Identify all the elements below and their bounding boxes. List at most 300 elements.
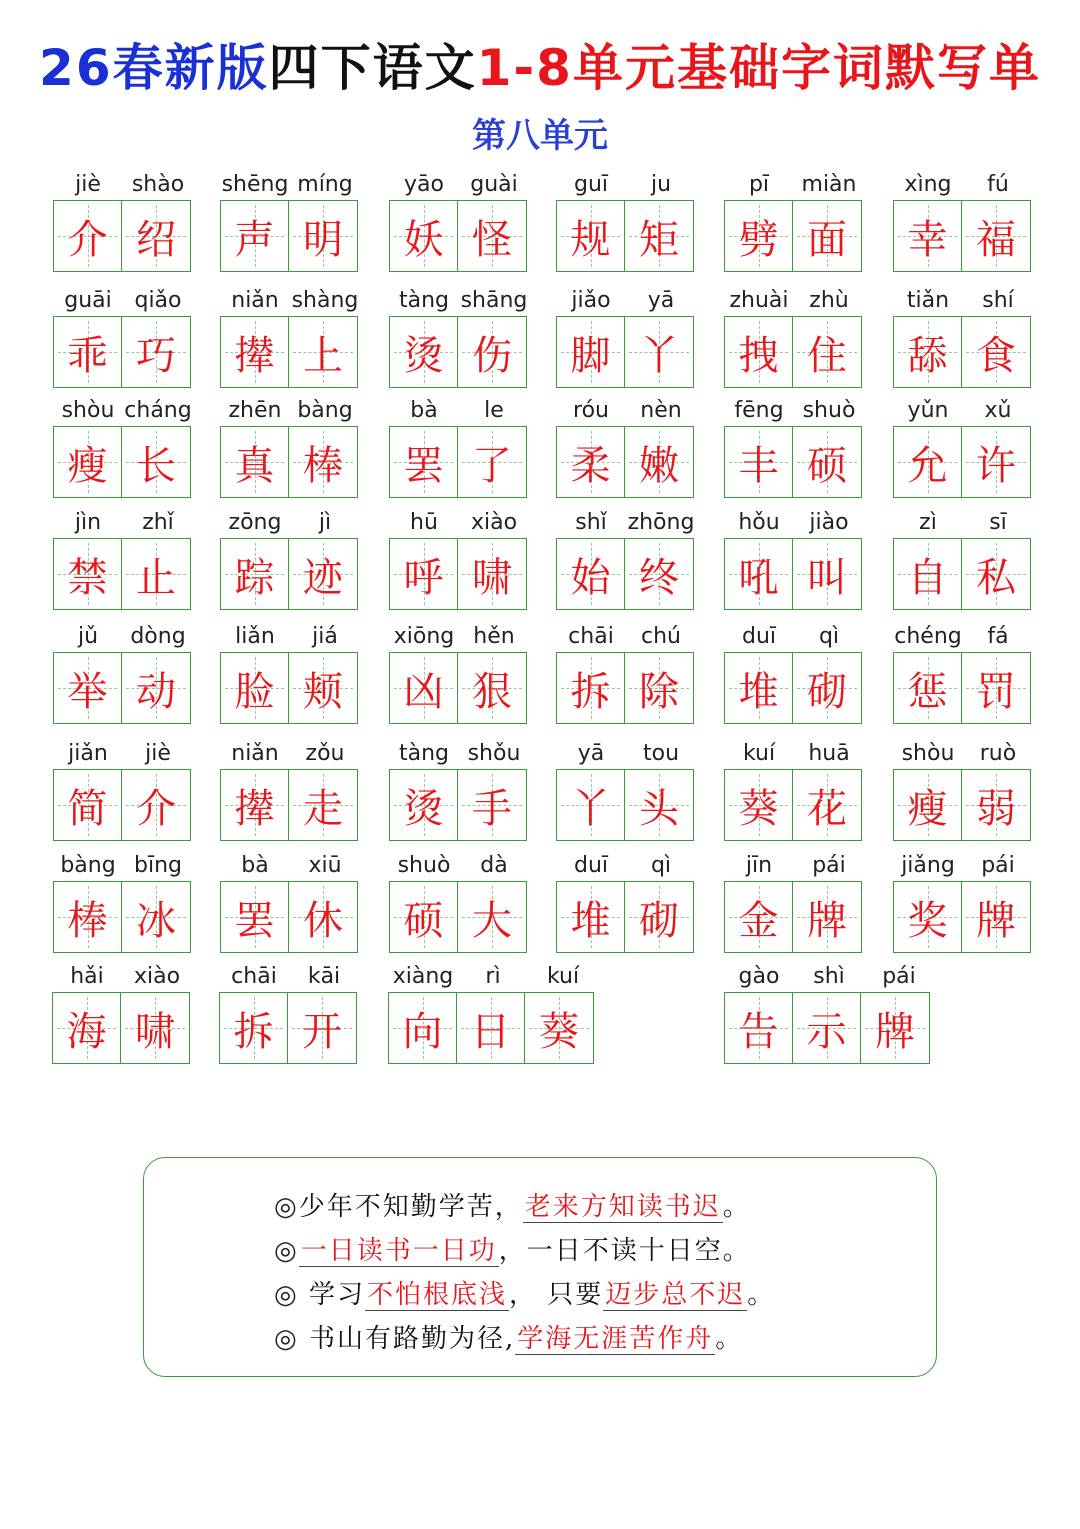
tianzige-boxes	[389, 538, 527, 610]
character-cell	[458, 882, 526, 952]
pinyin-label: niǎn	[231, 741, 279, 766]
character: 砌	[639, 897, 679, 944]
character: 罚	[976, 668, 1016, 715]
tianzige-boxes	[220, 538, 358, 610]
character: 奖	[907, 897, 948, 944]
pinyin-label: zōng	[228, 510, 282, 535]
character: 了	[472, 442, 512, 489]
character-cell	[793, 770, 861, 840]
character-cell	[122, 882, 190, 952]
pinyin-label: xiào	[133, 964, 181, 989]
pinyin-label: rì	[485, 964, 501, 989]
pinyin-label: xiàng	[392, 964, 454, 989]
pinyin-label: bàng	[60, 853, 116, 878]
character-cell	[962, 653, 1030, 723]
pinyin-label: jìn	[74, 510, 102, 535]
tianzige-boxes	[893, 426, 1031, 498]
pinyin-label: shòu	[61, 398, 115, 423]
tianzige-boxes	[53, 652, 191, 724]
tianzige-boxes	[893, 316, 1031, 388]
pinyin-label: bīng	[134, 853, 182, 878]
pinyin-label: fá	[987, 624, 1009, 649]
tianzige-boxes	[724, 769, 862, 841]
pinyin-label: cháng	[124, 398, 192, 423]
character-cell	[525, 993, 593, 1063]
pinyin-label: fēng	[734, 398, 784, 423]
pinyin-label: guāi	[64, 288, 112, 313]
tianzige-boxes	[893, 881, 1031, 953]
pinyin-label: niǎn	[231, 288, 279, 313]
pinyin-label: xǔ	[984, 398, 1012, 423]
character: 日	[470, 1008, 511, 1055]
character: 拆	[570, 668, 611, 715]
character-cell	[557, 201, 625, 271]
tianzige-boxes	[220, 426, 358, 498]
character: 幸	[907, 216, 948, 263]
character-cell	[557, 770, 625, 840]
bullet-mark: ◎	[274, 1324, 299, 1354]
pinyin-label: zhuài	[729, 288, 789, 313]
character-cell	[725, 770, 793, 840]
character: 除	[639, 668, 679, 715]
pinyin-label: bà	[241, 853, 269, 878]
character: 罢	[234, 897, 275, 944]
character-cell	[725, 201, 793, 271]
bullet-mark: ◎	[274, 1192, 299, 1222]
character-cell	[458, 317, 526, 387]
pinyin-label: kāi	[307, 964, 341, 989]
pinyin-label: ju	[650, 172, 672, 197]
pinyin-label: pái	[882, 964, 916, 989]
character: 走	[303, 785, 343, 832]
character-cell	[625, 882, 693, 952]
character: 舔	[907, 332, 948, 379]
tianzige-boxes	[556, 316, 694, 388]
tianzige-boxes	[724, 992, 930, 1064]
character-cell	[557, 427, 625, 497]
character-cell	[793, 201, 861, 271]
character: 开	[302, 1008, 342, 1055]
character-cell	[289, 317, 357, 387]
character-cell	[54, 882, 122, 952]
character-cell	[557, 882, 625, 952]
pinyin-label: pái	[812, 853, 846, 878]
character-cell	[390, 653, 458, 723]
pinyin-label: jīn	[745, 853, 773, 878]
character: 拆	[233, 1008, 274, 1055]
character: 罢	[403, 442, 444, 489]
character: 丰	[738, 442, 779, 489]
character-cell	[625, 317, 693, 387]
tianzige-boxes	[220, 769, 358, 841]
character-cell	[54, 317, 122, 387]
character-cell	[894, 317, 962, 387]
character: 瘦	[67, 442, 108, 489]
pinyin-label: shǐ	[575, 510, 607, 535]
character: 手	[472, 785, 512, 832]
proverb-answer: 学海无涯苦作舟	[517, 1324, 714, 1354]
character-cell	[122, 317, 190, 387]
tianzige-boxes	[53, 881, 191, 953]
tianzige-boxes	[724, 652, 862, 724]
proverb-answer: 迈步总不迟	[605, 1280, 746, 1310]
character: 撵	[234, 785, 275, 832]
tianzige-boxes	[220, 200, 358, 272]
tianzige-boxes	[220, 881, 358, 953]
tianzige-boxes	[388, 992, 594, 1064]
character: 丫	[639, 332, 679, 379]
character-cell	[121, 993, 189, 1063]
tianzige-boxes	[389, 200, 527, 272]
pinyin-label: shào	[131, 172, 185, 197]
character: 牌	[807, 897, 847, 944]
tianzige-boxes	[219, 992, 357, 1064]
character: 私	[976, 554, 1016, 601]
character: 花	[807, 785, 847, 832]
character: 长	[136, 442, 176, 489]
character: 脸	[234, 668, 275, 715]
character-cell	[289, 882, 357, 952]
character-cell	[289, 770, 357, 840]
character-cell	[221, 427, 289, 497]
character-cell	[390, 882, 458, 952]
tianzige-boxes	[556, 881, 694, 953]
character-cell	[458, 770, 526, 840]
character: 弱	[976, 785, 1016, 832]
character-cell	[390, 427, 458, 497]
proverb-line	[274, 1274, 775, 1311]
pinyin-label: jì	[318, 510, 332, 535]
character-cell	[894, 539, 962, 609]
character-cell	[962, 882, 1030, 952]
character: 福	[976, 216, 1016, 263]
pinyin-label: chú	[641, 624, 681, 649]
character: 嫩	[639, 442, 679, 489]
pinyin-label: shuò	[397, 853, 451, 878]
character: 举	[67, 668, 108, 715]
character-cell	[289, 201, 357, 271]
pinyin-label: zhōng	[627, 510, 695, 535]
proverb-text: 学习	[298, 1280, 365, 1310]
tianzige-boxes	[556, 538, 694, 610]
character: 瘦	[907, 785, 948, 832]
pinyin-label: le	[484, 398, 504, 423]
proverb-text: 。	[722, 1192, 751, 1222]
pinyin-label: gào	[738, 964, 780, 989]
tianzige-boxes	[893, 769, 1031, 841]
pinyin-label: shòu	[901, 741, 955, 766]
character: 凶	[403, 668, 444, 715]
character: 啸	[135, 1008, 175, 1055]
pinyin-label: yǔn	[907, 398, 949, 423]
character: 呼	[403, 554, 444, 601]
proverb-text: ， 只要	[508, 1280, 604, 1310]
character: 吼	[738, 554, 779, 601]
character-cell	[390, 317, 458, 387]
title-part-red: 1-8单元基础字词默写单	[476, 39, 1041, 97]
character-cell	[288, 993, 356, 1063]
tianzige-boxes	[724, 881, 862, 953]
pinyin-label: duī	[741, 624, 777, 649]
tianzige-boxes	[724, 426, 862, 498]
proverb-box	[143, 1157, 937, 1377]
character: 怪	[472, 216, 512, 263]
pinyin-label: bà	[410, 398, 438, 423]
character-cell	[725, 539, 793, 609]
tianzige-boxes	[53, 200, 191, 272]
character: 牌	[976, 897, 1016, 944]
pinyin-label: qì	[818, 624, 840, 649]
pinyin-label: kuí	[546, 964, 580, 989]
pinyin-label: jǔ	[77, 624, 99, 649]
character-cell	[962, 770, 1030, 840]
character: 大	[472, 897, 512, 944]
character-cell	[220, 993, 288, 1063]
character-cell	[221, 201, 289, 271]
page-subtitle: 第八单元	[472, 116, 608, 156]
tianzige-boxes	[52, 992, 190, 1064]
pinyin-label: yāo	[404, 172, 444, 197]
character: 叫	[807, 554, 847, 601]
tianzige-boxes	[53, 538, 191, 610]
character: 颊	[303, 668, 343, 715]
tianzige-boxes	[556, 769, 694, 841]
pinyin-label: duī	[573, 853, 609, 878]
character-cell	[894, 770, 962, 840]
character: 拽	[738, 332, 779, 379]
pinyin-label: shì	[813, 964, 845, 989]
pinyin-label: guài	[470, 172, 518, 197]
pinyin-label: xìng	[904, 172, 952, 197]
pinyin-label: jiǎn	[68, 741, 108, 766]
pinyin-label: tàng	[398, 288, 449, 313]
character-cell	[962, 539, 1030, 609]
character: 狠	[472, 668, 512, 715]
pinyin-label: dà	[480, 853, 508, 878]
character-cell	[625, 427, 693, 497]
proverb-text: 。	[715, 1324, 744, 1354]
proverb-text: 。	[747, 1280, 776, 1310]
character-cell	[389, 993, 457, 1063]
tianzige-boxes	[724, 538, 862, 610]
character: 撵	[234, 332, 275, 379]
pinyin-label: shēng	[221, 172, 289, 197]
character: 许	[976, 442, 1016, 489]
character-cell	[725, 993, 793, 1063]
character-cell	[390, 770, 458, 840]
character-cell	[557, 653, 625, 723]
pinyin-label: sī	[989, 510, 1007, 535]
proverb-answer: 老来方知读书迟	[524, 1192, 721, 1222]
character-cell	[457, 993, 525, 1063]
character: 止	[136, 554, 176, 601]
character-cell	[962, 317, 1030, 387]
pinyin-label: róu	[573, 398, 609, 423]
pinyin-label: zǒu	[305, 741, 345, 766]
pinyin-label: xiōng	[393, 624, 455, 649]
character-cell	[962, 427, 1030, 497]
pinyin-label: hěn	[473, 624, 515, 649]
character-cell	[54, 201, 122, 271]
proverb-line	[274, 1230, 751, 1267]
character: 明	[303, 216, 343, 263]
character: 迹	[303, 554, 343, 601]
character: 允	[907, 442, 948, 489]
pinyin-label: xiào	[470, 510, 518, 535]
character-cell	[725, 882, 793, 952]
pinyin-label: chāi	[231, 964, 277, 989]
proverb-text: 书山有路勤为径,	[298, 1324, 516, 1354]
character-cell	[725, 317, 793, 387]
character: 终	[639, 554, 679, 601]
character-cell	[221, 539, 289, 609]
tianzige-boxes	[53, 426, 191, 498]
pinyin-label: guī	[573, 172, 609, 197]
character: 绍	[136, 216, 176, 263]
character: 踪	[234, 554, 275, 601]
character: 硕	[807, 442, 847, 489]
character-cell	[557, 539, 625, 609]
character-cell	[793, 427, 861, 497]
pinyin-label: jiá	[312, 624, 338, 649]
tianzige-boxes	[556, 200, 694, 272]
proverb-answer: 一日读书一日功	[300, 1236, 497, 1266]
character-cell	[390, 539, 458, 609]
tianzige-boxes	[556, 652, 694, 724]
pinyin-label: miàn	[801, 172, 857, 197]
character-cell	[793, 317, 861, 387]
character: 食	[976, 332, 1016, 379]
character-cell	[122, 427, 190, 497]
character: 棒	[303, 442, 343, 489]
character-cell	[289, 539, 357, 609]
pinyin-label: jiǎng	[901, 853, 955, 878]
pinyin-label: shuò	[802, 398, 856, 423]
pinyin-label: fú	[987, 172, 1009, 197]
character-cell	[289, 653, 357, 723]
character: 规	[570, 216, 611, 263]
character-cell	[122, 201, 190, 271]
character: 葵	[738, 785, 779, 832]
character-cell	[458, 653, 526, 723]
character: 休	[303, 897, 343, 944]
character-cell	[458, 539, 526, 609]
pinyin-label: zhù	[809, 288, 849, 313]
character-cell	[793, 653, 861, 723]
character: 向	[402, 1008, 443, 1055]
character: 金	[738, 897, 779, 944]
proverb-text: 少年不知勤学苦，	[298, 1192, 523, 1222]
character-cell	[725, 653, 793, 723]
character: 动	[136, 668, 176, 715]
pinyin-label: yā	[577, 741, 605, 766]
character-cell	[458, 201, 526, 271]
tianzige-boxes	[389, 769, 527, 841]
character: 堆	[570, 897, 611, 944]
character: 头	[639, 785, 679, 832]
pinyin-label: shàng	[291, 288, 359, 313]
tianzige-boxes	[893, 200, 1031, 272]
character-cell	[725, 427, 793, 497]
character: 始	[570, 554, 611, 601]
character-cell	[793, 539, 861, 609]
character-cell	[54, 770, 122, 840]
pinyin-label: hǎi	[70, 964, 104, 989]
tianzige-boxes	[389, 652, 527, 724]
character-cell	[221, 317, 289, 387]
title-part-blue: 26春新版	[39, 39, 269, 97]
tianzige-boxes	[389, 426, 527, 498]
pinyin-label: jiǎo	[571, 288, 611, 313]
pinyin-label: tàng	[398, 741, 449, 766]
character-cell	[54, 427, 122, 497]
character-cell	[894, 427, 962, 497]
character-cell	[122, 539, 190, 609]
pinyin-label: jiè	[75, 172, 101, 197]
character-cell	[625, 653, 693, 723]
character: 海	[66, 1008, 107, 1055]
tianzige-boxes	[724, 316, 862, 388]
pinyin-label: nèn	[640, 398, 682, 423]
pinyin-label: hū	[410, 510, 438, 535]
character: 示	[806, 1008, 847, 1055]
pinyin-label: bàng	[297, 398, 353, 423]
character-cell	[625, 770, 693, 840]
pinyin-label: tiǎn	[906, 288, 950, 313]
character-cell	[894, 201, 962, 271]
character: 巧	[136, 332, 176, 379]
character: 介	[136, 785, 176, 832]
pinyin-label: chāi	[568, 624, 614, 649]
character: 丫	[570, 785, 611, 832]
pinyin-label: qiǎo	[134, 288, 182, 313]
character-cell	[625, 201, 693, 271]
pinyin-label: shāng	[460, 288, 528, 313]
character: 声	[234, 216, 275, 263]
pinyin-label: chéng	[894, 624, 962, 649]
tianzige-boxes	[389, 316, 527, 388]
pinyin-label: qì	[650, 853, 672, 878]
character: 脚	[570, 332, 611, 379]
tianzige-boxes	[53, 316, 191, 388]
character-cell	[54, 653, 122, 723]
character: 上	[303, 332, 343, 379]
pinyin-label: jiào	[809, 510, 849, 535]
character-cell	[122, 653, 190, 723]
character: 惩	[907, 668, 948, 715]
character: 真	[234, 442, 275, 489]
character: 堆	[738, 668, 779, 715]
pinyin-label: shǒu	[467, 741, 521, 766]
character: 啸	[472, 554, 512, 601]
character: 劈	[738, 216, 779, 263]
pinyin-label: shí	[982, 288, 1014, 313]
character-cell	[390, 201, 458, 271]
character-cell	[122, 770, 190, 840]
pinyin-label: hǒu	[738, 510, 780, 535]
bullet-mark: ◎	[274, 1236, 299, 1266]
pinyin-label: ruò	[979, 741, 1017, 766]
character-cell	[894, 653, 962, 723]
character: 介	[67, 216, 108, 263]
character: 烫	[403, 785, 444, 832]
tianzige-boxes	[724, 200, 862, 272]
pinyin-label: míng	[297, 172, 353, 197]
character-cell	[793, 882, 861, 952]
character: 柔	[570, 442, 611, 489]
tianzige-boxes	[389, 881, 527, 953]
character: 棒	[67, 897, 108, 944]
